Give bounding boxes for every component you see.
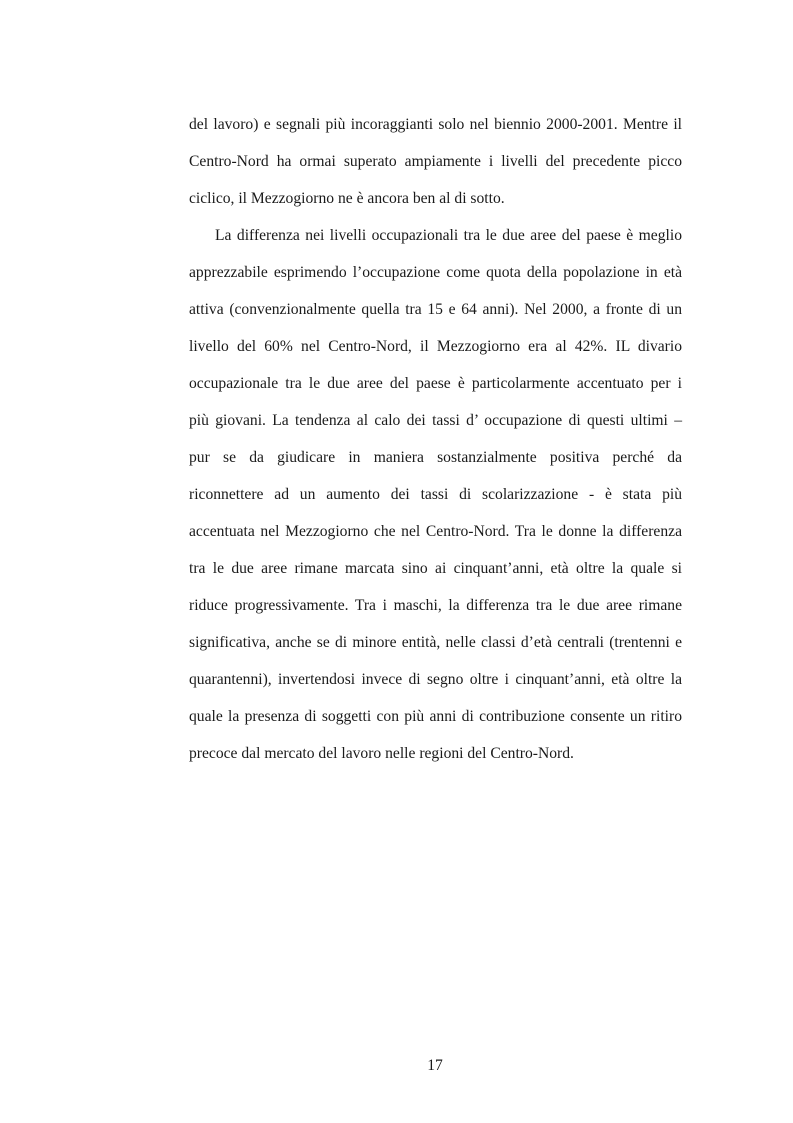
text-line: occupazionale tra le due aree del paese è particolarmente accentuato per i	[189, 375, 682, 392]
text-line: apprezzabile esprimendo l’occupazione come quota della popolazione in età	[189, 264, 682, 281]
text-line: riconnettere ad un aumento dei tassi di scolarizzazione - è stata più	[189, 486, 682, 503]
text-line: Centro-Nord ha ormai superato ampiamente i livelli del precedente picco	[189, 153, 682, 170]
text-line: accentuata nel Mezzogiorno che nel Centro-Nord. Tra le donne la differenza	[189, 523, 682, 540]
text-line: riduce progressivamente. Tra i maschi, la differenza tra le due aree rimane	[189, 597, 682, 614]
page-number: 17	[427, 1057, 443, 1074]
text-line: del lavoro) e segnali più incoraggianti solo nel biennio 2000-2001. Mentre il	[189, 116, 682, 133]
text-line: tra le due aree rimane marcata sino ai cinquant’anni, età oltre la quale si	[189, 560, 682, 577]
text-line: pur se da giudicare in maniera sostanzialmente positiva perché da	[189, 449, 682, 466]
text-line: significativa, anche se di minore entità, nelle classi d’età centrali (trentenni e	[189, 634, 682, 651]
text-line: più giovani. La tendenza al calo dei tassi d’ occupazione di questi ultimi –	[189, 412, 682, 429]
text-line: ciclico, il Mezzogiorno ne è ancora ben al di sotto.	[189, 190, 505, 207]
body-text	[189, 106, 682, 772]
text-line: La differenza nei livelli occupazionali tra le due aree del paese è meglio	[215, 227, 682, 244]
text-line: precoce dal mercato del lavoro nelle regioni del Centro-Nord.	[189, 745, 574, 762]
text-line: quale la presenza di soggetti con più anni di contribuzione consente un ritiro	[189, 708, 682, 725]
text-line: attiva (convenzionalmente quella tra 15 e 64 anni). Nel 2000, a fronte di un	[189, 301, 682, 318]
text-line: quarantenni), invertendosi invece di segno oltre i cinquant’anni, età oltre la	[189, 671, 682, 688]
text-line: livello del 60% nel Centro-Nord, il Mezzogiorno era al 42%. IL divario	[189, 338, 682, 355]
